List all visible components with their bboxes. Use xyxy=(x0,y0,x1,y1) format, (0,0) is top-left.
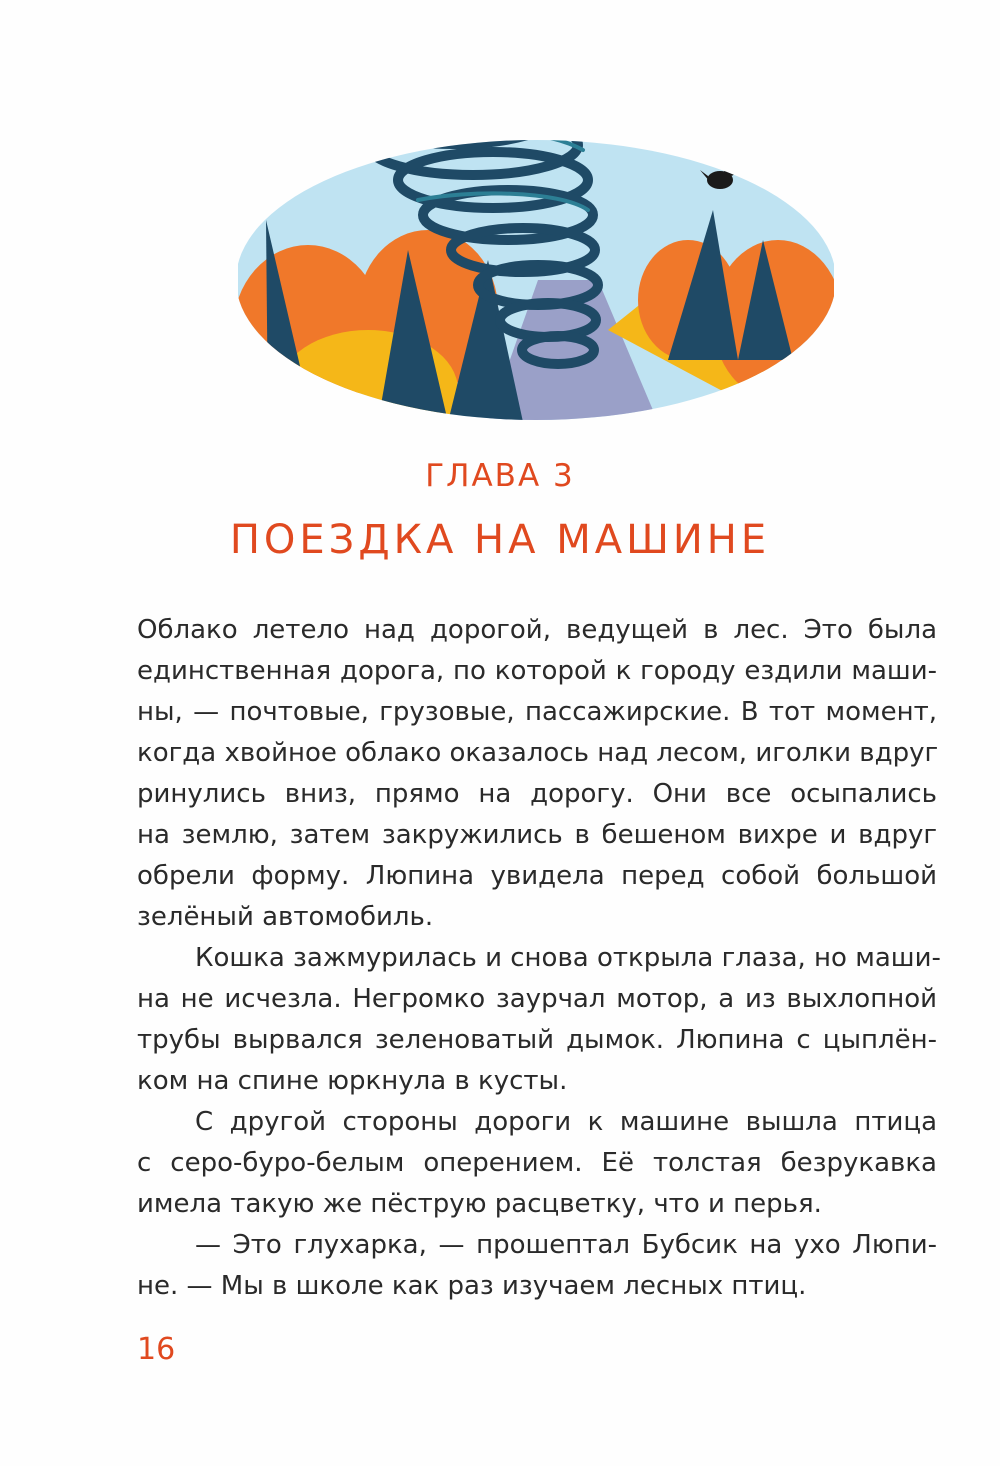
text-line: Облако летело над дорогой, ведущей в лес. Это была xyxy=(137,615,937,645)
body-text xyxy=(137,610,941,1307)
text-line: ком на спине юркнула в кусты. xyxy=(137,1066,568,1096)
text-line: ринулись вниз, прямо на дорогу. Они все осыпались xyxy=(137,779,937,809)
text-line: С другой стороны дороги к машине вышла птица xyxy=(195,1107,937,1137)
tornado-forest-road-illustration xyxy=(238,30,834,422)
text-line: — Это глухарка, — прошептал Бубсик на ухо Люпи- xyxy=(195,1230,937,1260)
text-line: трубы вырвался зеленоватый дымок. Люпина с цыплён- xyxy=(137,1025,937,1055)
text-line: зелёный автомобиль. xyxy=(137,902,434,932)
chapter-label: ГЛАВА 3 xyxy=(425,458,575,494)
text-line: имела такую же пёструю расцветку, что и перья. xyxy=(137,1189,822,1219)
text-line: на не исчезла. Негромко заурчал мотор, а из выхлопной xyxy=(137,984,937,1014)
text-line: когда хвойное облако оказалось над лесом, иголки вдруг xyxy=(137,738,939,768)
text-line: на землю, затем закружились в бешеном вихре и вдруг xyxy=(137,820,937,850)
text-line: с серо-буро-белым оперением. Её толстая безрукавка xyxy=(137,1148,937,1178)
text-line: единственная дорога, по которой к городу ездили маши- xyxy=(137,656,937,686)
text-line: ны, — почтовые, грузовые, пассажирские. В тот момент, xyxy=(137,697,937,727)
illustration-scene xyxy=(238,76,834,422)
page-number: 16 xyxy=(137,1332,176,1367)
chapter-title: ПОЕЗДКА НА МАШИНЕ xyxy=(229,517,771,563)
text-line: обрели форму. Люпина увидела перед собой большой xyxy=(137,861,937,891)
text-line: Кошка зажмурилась и снова открыла глаза, но маши- xyxy=(195,943,941,973)
text-line: не. — Мы в школе как раз изучаем лесных птиц. xyxy=(137,1271,807,1301)
